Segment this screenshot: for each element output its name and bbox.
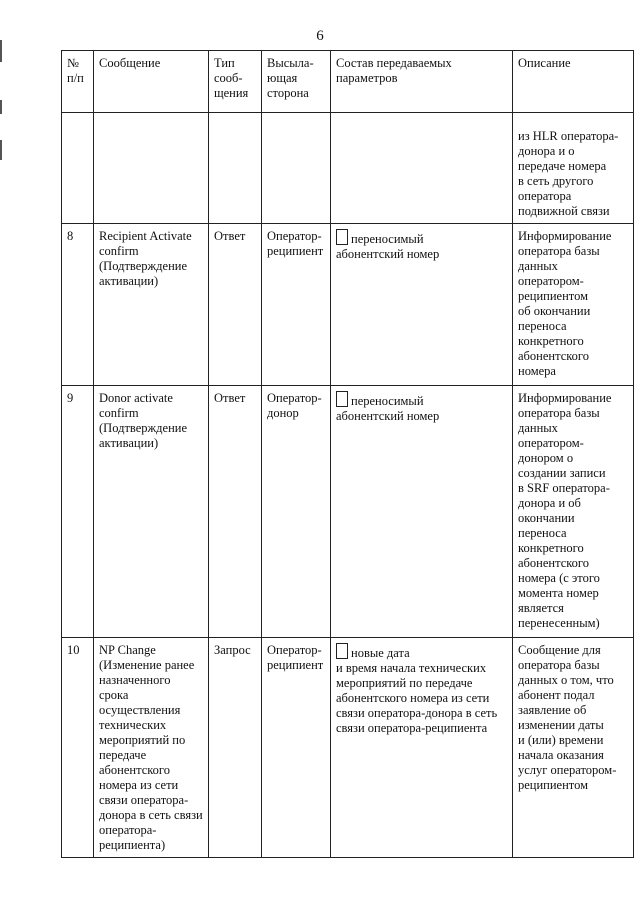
row-parameters-cell bbox=[331, 638, 513, 858]
row-parameters: новые дата и время начала технических мероприятий по передаче абонентского номера из сети связи оператора-донора в сеть связи оператора-реципиента bbox=[336, 646, 498, 735]
checkbox-icon bbox=[336, 643, 348, 659]
header-parameters: Состав передаваемых параметров bbox=[331, 51, 513, 113]
row-parameters-cell bbox=[331, 386, 513, 638]
row-sender: Оператор- реципиент bbox=[262, 224, 331, 386]
row-number bbox=[62, 113, 94, 224]
row-parameters-cell bbox=[331, 224, 513, 386]
header-message-type: Тип сооб- щения bbox=[209, 51, 262, 113]
row-parameters: переносимый абонентский номер bbox=[336, 232, 440, 261]
row-parameters bbox=[331, 113, 513, 224]
margin-scan-mark bbox=[0, 140, 2, 160]
message-table bbox=[61, 50, 634, 858]
header-sender: Высыла- ющая сторона bbox=[262, 51, 331, 113]
margin-scan-mark bbox=[0, 40, 2, 62]
row-description: Информирование оператора базы данных оператором- реципиентом об окончании переноса конкретного абонентского номера bbox=[513, 224, 634, 386]
row-number: 10 bbox=[62, 638, 94, 858]
row-message bbox=[94, 113, 209, 224]
row-message: Recipient Activate confirm (Подтверждение активации) bbox=[94, 224, 209, 386]
row-message: NP Change (Изменение ранее назначенного срока осуществления технических мероприятий по передаче абонентского номера из сети связи оператора- донора в сеть связи оператора- реципиента) bbox=[94, 638, 209, 858]
row-parameters: переносимый абонентский номер bbox=[336, 394, 440, 423]
row-type bbox=[209, 113, 262, 224]
margin-scan-mark bbox=[0, 100, 2, 114]
row-sender bbox=[262, 113, 331, 224]
checkbox-icon bbox=[336, 391, 348, 407]
row-message: Donor activate confirm (Подтверждение активации) bbox=[94, 386, 209, 638]
table-row bbox=[62, 224, 634, 386]
table-row bbox=[62, 386, 634, 638]
table-row bbox=[62, 638, 634, 858]
row-number: 9 bbox=[62, 386, 94, 638]
header-description: Описание bbox=[513, 51, 634, 113]
table-header-row bbox=[62, 51, 634, 113]
row-type: Запрос bbox=[209, 638, 262, 858]
checkbox-icon bbox=[336, 229, 348, 245]
page-number: 6 bbox=[316, 28, 324, 44]
header-number: № п/п bbox=[62, 51, 94, 113]
row-type: Ответ bbox=[209, 386, 262, 638]
row-type: Ответ bbox=[209, 224, 262, 386]
row-number: 8 bbox=[62, 224, 94, 386]
table-row bbox=[62, 113, 634, 224]
row-description: Информирование оператора базы данных оператором- донором о создании записи в SRF оператора- донора и об окончании переноса конкретного абонентского номера (с этого момента номер является перенесенным) bbox=[513, 386, 634, 638]
row-description: из HLR оператора- донора и о передаче номера в сеть другого оператора подвижной связи bbox=[513, 113, 634, 224]
row-description: Сообщение для оператора базы данных о том, что абонент подал заявление об изменении даты и (или) времени начала оказания услуг оператором- реципиентом bbox=[513, 638, 634, 858]
row-sender: Оператор- донор bbox=[262, 386, 331, 638]
header-message: Сообщение bbox=[94, 51, 209, 113]
row-sender: Оператор- реципиент bbox=[262, 638, 331, 858]
